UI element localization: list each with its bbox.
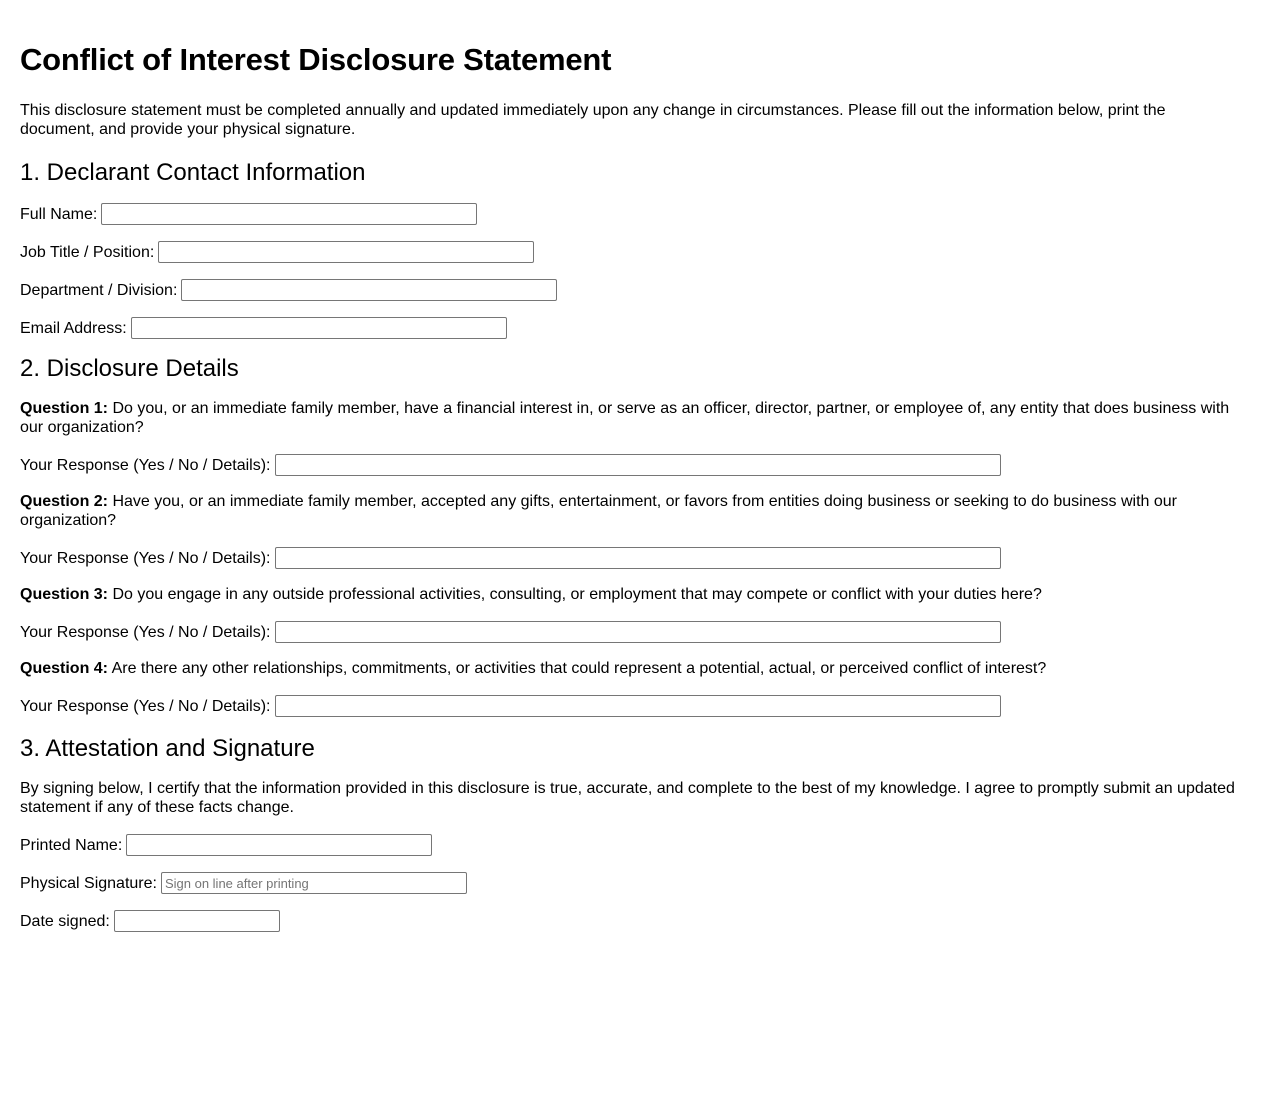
response-3-label: Your Response (Yes / No / Details): bbox=[20, 623, 271, 641]
signature-input[interactable] bbox=[161, 872, 467, 894]
response-3-input[interactable] bbox=[275, 621, 1001, 643]
section-heading-contact: 1. Declarant Contact Information bbox=[20, 159, 366, 186]
question-2-text: Have you, or an immediate family member, accepted any gifts, entertainment, or favors from entities doing business or seeking to do business with our organization? bbox=[20, 493, 1177, 529]
section-heading-disclosure: 2. Disclosure Details bbox=[20, 355, 239, 382]
department-row bbox=[20, 279, 1242, 301]
question-3-prefix: Question 3: bbox=[20, 586, 109, 603]
response-1-label: Your Response (Yes / No / Details): bbox=[20, 456, 271, 474]
date-signed-label: Date signed: bbox=[20, 912, 110, 930]
response-4-row bbox=[20, 695, 1242, 717]
response-2-label: Your Response (Yes / No / Details): bbox=[20, 549, 271, 567]
department-label: Department / Division: bbox=[20, 281, 178, 299]
question-2-prefix: Question 2: bbox=[20, 493, 109, 510]
question-3 bbox=[20, 585, 1242, 604]
response-2-row bbox=[20, 547, 1242, 569]
question-4-prefix: Question 4: bbox=[20, 660, 109, 677]
question-1-text: Do you, or an immediate family member, have a financial interest in, or serve as an officer, director, partner, or employee of, any entity that does business with our organization? bbox=[20, 400, 1230, 436]
printed-name-row bbox=[20, 834, 1242, 856]
email-row bbox=[20, 317, 1242, 339]
page-title: Conflict of Interest Disclosure Statement bbox=[20, 42, 612, 77]
full-name-input[interactable] bbox=[101, 203, 477, 225]
attestation-text: By signing below, I certify that the information provided in this disclosure is true, accurate, and complete to the best of my knowledge. I agree to promptly submit an updated statement if any of these facts change. bbox=[20, 780, 1235, 816]
response-1-input[interactable] bbox=[275, 454, 1001, 476]
section-heading-attestation: 3. Attestation and Signature bbox=[20, 735, 315, 762]
question-4-text: Are there any other relationships, commitments, or activities that could represent a potential, actual, or perceived conflict of interest? bbox=[108, 660, 1047, 677]
response-4-input[interactable] bbox=[275, 695, 1001, 717]
response-2-input[interactable] bbox=[275, 547, 1001, 569]
printed-name-label: Printed Name: bbox=[20, 836, 123, 854]
signature-label: Physical Signature: bbox=[20, 874, 157, 892]
question-2 bbox=[20, 492, 1242, 530]
job-title-row bbox=[20, 241, 1242, 263]
signature-row bbox=[20, 872, 1242, 894]
response-1-row bbox=[20, 454, 1242, 476]
date-signed-row bbox=[20, 910, 1242, 932]
job-title-input[interactable] bbox=[158, 241, 534, 263]
full-name-row bbox=[20, 203, 1242, 225]
intro-text: This disclosure statement must be completed annually and updated immediately upon any change in circumstances. Please fill out the information below, print the document, and provide your physical signature. bbox=[20, 102, 1166, 138]
question-1 bbox=[20, 399, 1242, 437]
question-1-prefix: Question 1: bbox=[20, 400, 109, 417]
date-signed-input[interactable] bbox=[114, 910, 280, 932]
email-label: Email Address: bbox=[20, 319, 127, 337]
response-3-row bbox=[20, 621, 1242, 643]
printed-name-input[interactable] bbox=[126, 834, 432, 856]
job-title-label: Job Title / Position: bbox=[20, 243, 155, 261]
response-4-label: Your Response (Yes / No / Details): bbox=[20, 697, 271, 715]
question-4 bbox=[20, 659, 1242, 678]
full-name-label: Full Name: bbox=[20, 205, 98, 223]
email-input[interactable] bbox=[131, 317, 507, 339]
department-input[interactable] bbox=[181, 279, 557, 301]
question-3-text: Do you engage in any outside professional activities, consulting, or employment that may compete or conflict with your duties here? bbox=[108, 586, 1042, 603]
